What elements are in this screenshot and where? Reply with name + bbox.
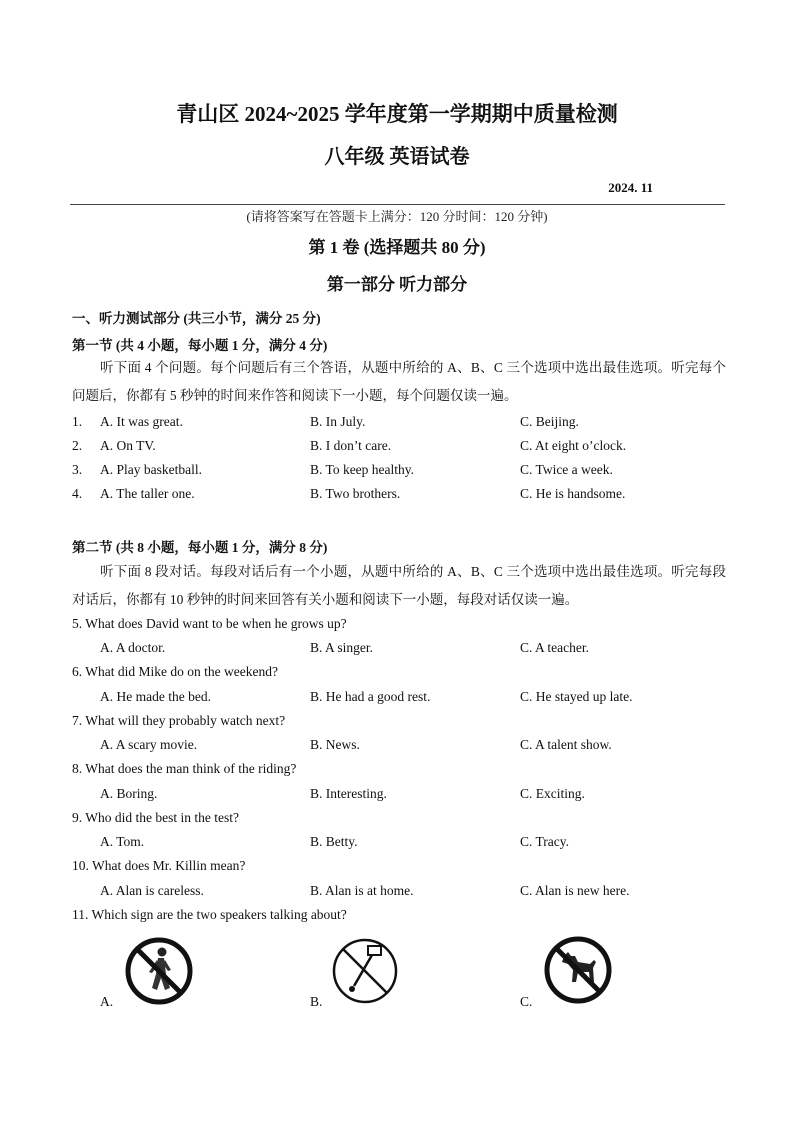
- question-number: 3.: [72, 462, 83, 477]
- option-c: C. He stayed up late.: [520, 689, 633, 704]
- option-a: A. It was great.: [100, 414, 183, 429]
- section-two-heading: 第二节 (共 8 小题，每小题 1 分，满分 8 分): [72, 540, 328, 555]
- option-b: B. Two brothers.: [310, 486, 401, 501]
- option-c-label: C.: [520, 994, 533, 1009]
- option-a: A. A scary movie.: [100, 737, 198, 752]
- option-c: C. He is handsome.: [520, 486, 626, 501]
- option-a: A. Tom.: [100, 834, 145, 849]
- question-number: 2.: [72, 438, 83, 453]
- question-text: 9. Who did the best in the test?: [72, 810, 239, 825]
- option-a: A. He made the bed.: [100, 689, 211, 704]
- option-a: A. Play basketball.: [100, 462, 202, 477]
- option-c: C. Beijing.: [520, 414, 579, 429]
- question-text: 11. Which sign are the two speakers talking about?: [72, 907, 347, 922]
- option-b: B. To keep healthy.: [310, 462, 415, 477]
- option-c: C. A teacher.: [520, 640, 589, 655]
- option-b: B. In July.: [310, 414, 366, 429]
- no-walking-sign-icon: [124, 936, 194, 1006]
- option-a: A. A doctor.: [100, 640, 166, 655]
- question-text: 8. What does the man think of the riding?: [72, 761, 297, 776]
- option-b: B. Alan is at home.: [310, 883, 414, 898]
- volume-title: 第 1 卷 (选择题共 80 分): [308, 238, 486, 257]
- no-selfie-stick-sign-icon: [330, 936, 400, 1006]
- option-b: B. News.: [310, 737, 360, 752]
- question-number: 1.: [72, 414, 83, 429]
- option-a: A. The taller one.: [100, 486, 195, 501]
- exam-subtitle: 八年级 英语试卷: [324, 146, 470, 168]
- question-text: 10. What does Mr. Killin mean?: [72, 858, 246, 873]
- option-b: B. He had a good rest.: [310, 689, 431, 704]
- option-b: B. A singer.: [310, 640, 374, 655]
- option-c: C. At eight o’clock.: [520, 438, 627, 453]
- part-title: 第一部分 听力部分: [326, 275, 468, 294]
- option-c: C. A talent show.: [520, 737, 612, 752]
- option-b-label: B.: [310, 994, 323, 1009]
- question-text: 7. What will they probably watch next?: [72, 713, 286, 728]
- header-divider: [70, 204, 725, 205]
- option-b: B. Betty.: [310, 834, 358, 849]
- option-a-label: A.: [100, 994, 114, 1009]
- exam-note: (请将答案写在答题卡上满分：120 分时间：120 分钟): [246, 209, 548, 224]
- option-a: A. Boring.: [100, 786, 158, 801]
- option-c: C. Twice a week.: [520, 462, 613, 477]
- option-a: A. Alan is careless.: [100, 883, 204, 898]
- no-dogs-sign-icon: [542, 934, 614, 1006]
- exam-title: 青山区 2024~2025 学年度第一学期期中质量检测: [176, 102, 618, 126]
- section-two-instructions: 听下面 8 段对话。每段对话后有一个小题，从题中所给的 A、B、C 三个选项中选出最佳选项。听完每段对话后，你都有 10 秒钟的时间来回答有关小题和阅读下一小题，每段对话仅读一遍。: [72, 564, 726, 607]
- option-c: C. Tracy.: [520, 834, 570, 849]
- option-c: C. Exciting.: [520, 786, 585, 801]
- section-one-subheading: 第一节 (共 4 小题，每小题 1 分，满分 4 分): [72, 338, 328, 353]
- question-text: 5. What does David want to be when he grows up?: [72, 616, 347, 631]
- question-number: 4.: [72, 486, 83, 501]
- question-text: 6. What did Mike do on the weekend?: [72, 664, 278, 679]
- option-c: C. Alan is new here.: [520, 883, 630, 898]
- section-one-heading: 一、听力测试部分 (共三小节，满分 25 分): [72, 311, 321, 326]
- exam-date: 2024. 11: [608, 180, 653, 195]
- option-b: B. Interesting.: [310, 786, 387, 801]
- section-one-instructions: 听下面 4 个问题。每个问题后有三个答语，从题中所给的 A、B、C 三个选项中选出最佳选项。听完每个问题后，你都有 5 秒钟的时间来作答和阅读下一小题，每个问题仅读一遍。: [72, 360, 726, 403]
- option-a: A. On TV.: [100, 438, 156, 453]
- option-b: B. I don’t care.: [310, 438, 392, 453]
